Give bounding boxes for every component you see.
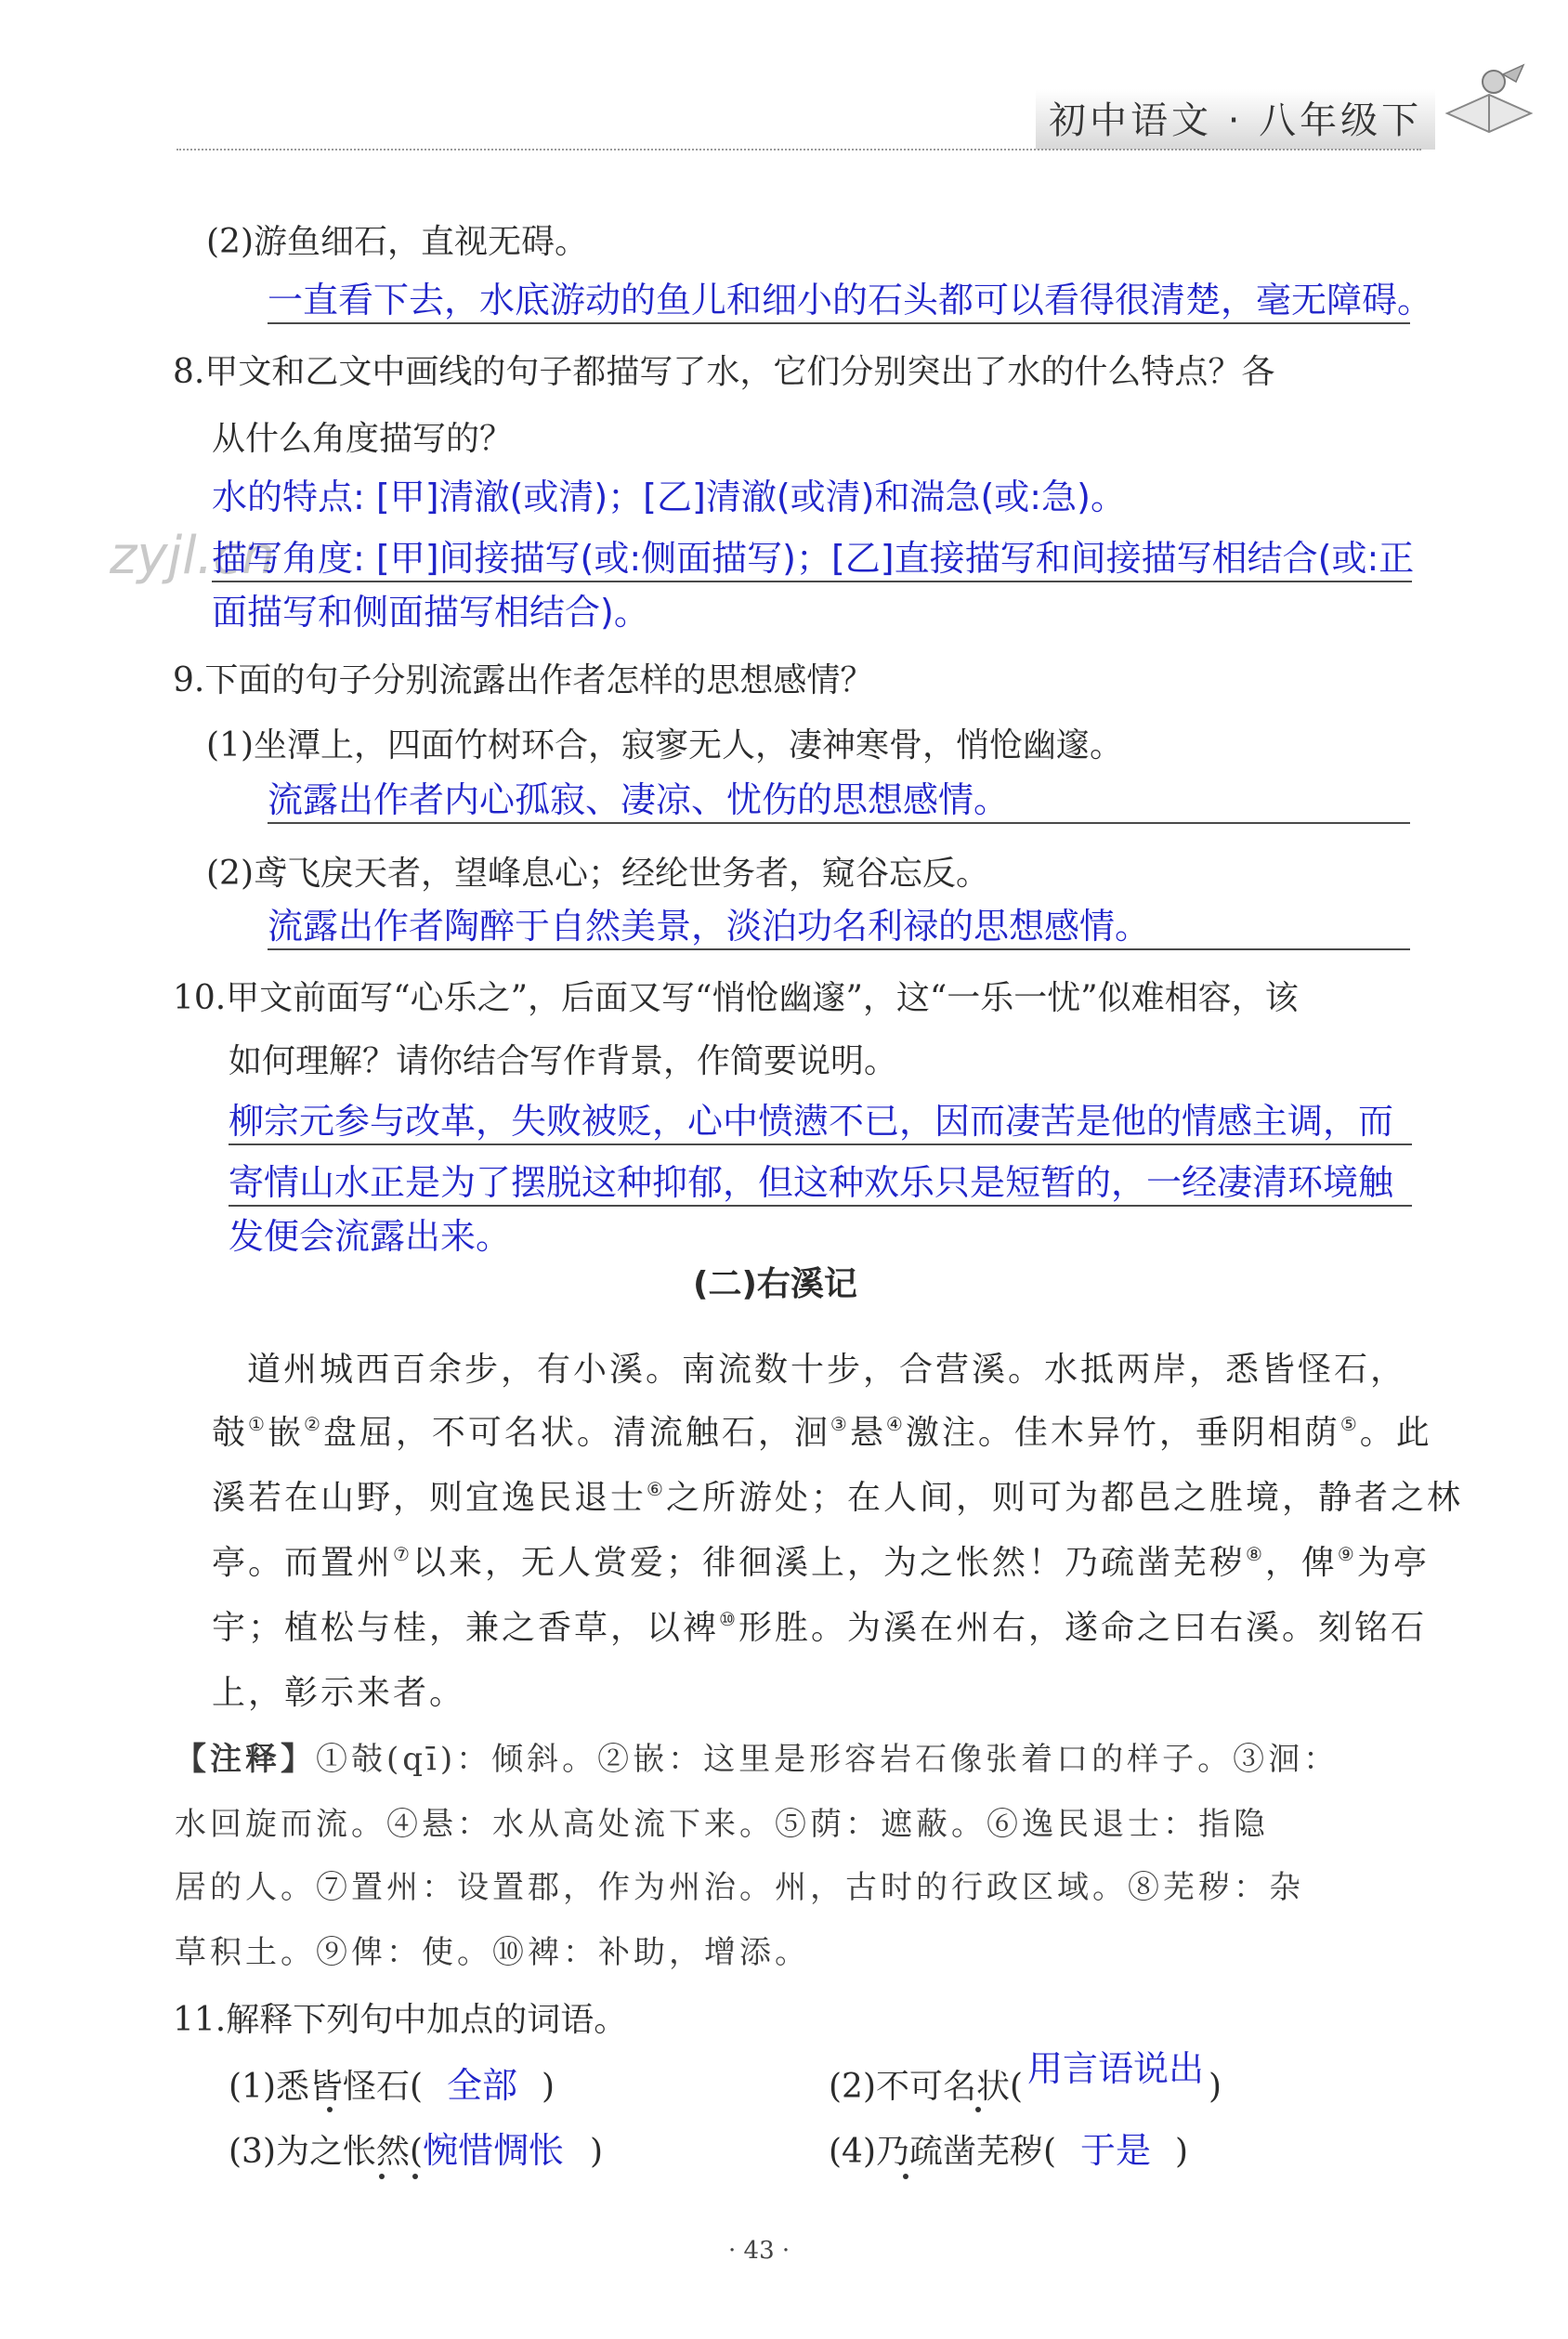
q10-prompt-line2: 如何理解？请你结合写作背景，作简要说明。 xyxy=(229,1042,898,1080)
q11-item1-answer: 全部 xyxy=(447,2065,518,2106)
q10-answer-line2: 寄情山水正是为了摆脱这种抑郁，但这种欢乐只是短暂的，一经凄清环境触 xyxy=(229,1154,1412,1207)
emphasis-dot xyxy=(975,2107,981,2112)
q8-prompt-line2: 从什么角度描写的？ xyxy=(212,420,514,458)
q11-item3: (3)为之怅然(惋惜惆怅 ) xyxy=(229,2122,603,2173)
page-number: · 43 · xyxy=(728,2237,791,2265)
q11-item2: (2)不可名状( 用言语说出 ) xyxy=(829,2057,1222,2108)
q8-prompt-line1: 8.甲文和乙文中画线的句子都描写了水，它们分别突出了水的什么特点？各 xyxy=(173,353,1275,391)
emphasis-dot xyxy=(327,2107,333,2112)
passage-line-6: 上，彰示来者。 xyxy=(212,1674,466,1712)
header-divider xyxy=(176,149,1421,150)
q11-item3-answer: 惋惜惆怅 xyxy=(423,2130,565,2171)
passage-line-4: 亭。而置州⑦以来，无人赏爱；徘徊溪上，为之怅然！乃疏凿芜秽⑧，俾⑨为亭 xyxy=(212,1543,1430,1582)
passage-line-1: 道州城西百余步，有小溪。南流数十步，合营溪。水抵两岸，悉皆怪石， xyxy=(247,1351,1407,1389)
q9-prompt: 9.下面的句子分别流露出作者怎样的思想感情？ xyxy=(173,661,874,699)
q11-item1: (1)悉皆怪石( 全部 ) xyxy=(229,2057,555,2108)
notes-line-1: 【注释】①攲(qī)：倾斜。②嵌：这里是形容岩石像张着口的样子。③洄： xyxy=(175,1741,1339,1778)
emphasis-dot xyxy=(379,2174,385,2179)
q11-prompt: 11.解释下列句中加点的词语。 xyxy=(173,2001,628,2039)
q9-item1-prompt: (1)坐潭上，四面竹树环合，寂寥无人，凄神寒骨，悄怆幽邃。 xyxy=(206,726,1123,764)
notes-line-2: 水回旋而流。④悬：水从高处流下来。⑤荫：遮蔽。⑥逸民退士：指隐 xyxy=(175,1806,1269,1843)
q9-item1-answer: 流露出作者内心孤寂、凄凉、忧伤的思想感情。 xyxy=(268,771,1410,824)
q8-answer-line1: 水的特点: [甲]清澈(或清)；[乙]清澈(或清)和湍急(或:急)。 xyxy=(212,477,1126,517)
q7-item2-answer: 一直看下去，水底游动的鱼儿和细小的石头都可以看得很清楚，毫无障碍。 xyxy=(268,271,1410,324)
book-logo-icon xyxy=(1438,58,1540,141)
passage-line-5: 宇；植松与桂，兼之香草，以裨⑩形胜。为溪在州右，遂命之曰右溪。刻铭石 xyxy=(212,1608,1427,1647)
passage-line-3: 溪若在山野，则宜逸民退士⑥之所游处；在人间，则可为都邑之胜境，静者之林 xyxy=(212,1478,1463,1517)
notes-line-4: 草积土。⑨俾：使。⑩裨：补助，增添。 xyxy=(175,1934,810,1971)
q11-item2-answer: 用言语说出 xyxy=(1027,2048,1205,2089)
q10-answer-line1: 柳宗元参与改革，失败被贬，心中愤懑不已，因而凄苦是他的情感主调，而 xyxy=(229,1092,1412,1145)
notes-line-3: 居的人。⑦置州：设置郡，作为州治。州，古时的行政区域。⑧芜秽：杂 xyxy=(175,1869,1304,1906)
passage-line-2: 攲①嵌②盘屈，不可名状。清流触石，洄③悬④激注。佳木异竹，垂阴相荫⑤。此 xyxy=(212,1413,1432,1452)
q10-answer-line3: 发便会流露出来。 xyxy=(229,1216,512,1257)
q9-item2-prompt: (2)鸢飞戾天者，望峰息心；经纶世务者，窥谷忘反。 xyxy=(206,855,989,893)
q8-answer-line2: 描写角度: [甲]间接描写(或:侧面描写)；[乙]直接描写和间接描写相结合(或:正 xyxy=(212,529,1412,582)
q10-prompt-line1: 10.甲文前面写“心乐之”，后面又写“悄怆幽邃”，这“一乐一忧”似难相容，该 xyxy=(173,979,1299,1017)
q11-item4: (4)乃疏凿芜秽( 于是 ) xyxy=(829,2122,1188,2173)
q7-item2-prompt: (2)游鱼细石，直视无碍。 xyxy=(206,223,588,261)
header-title: 初中语文 · 八年级下 xyxy=(1036,89,1435,150)
q8-answer-line3: 面描写和侧面描写相结合)。 xyxy=(212,592,649,633)
notes-tag: 【注释】 xyxy=(175,1741,316,1778)
section-title: (二)右溪记 xyxy=(693,1265,857,1303)
q11-item4-answer: 于是 xyxy=(1080,2130,1152,2171)
watermark: zyjl.cn xyxy=(110,526,275,586)
q9-item2-answer: 流露出作者陶醉于自然美景，淡泊功名利禄的思想感情。 xyxy=(268,897,1410,950)
emphasis-dot xyxy=(412,2174,418,2179)
emphasis-dot xyxy=(903,2174,908,2179)
